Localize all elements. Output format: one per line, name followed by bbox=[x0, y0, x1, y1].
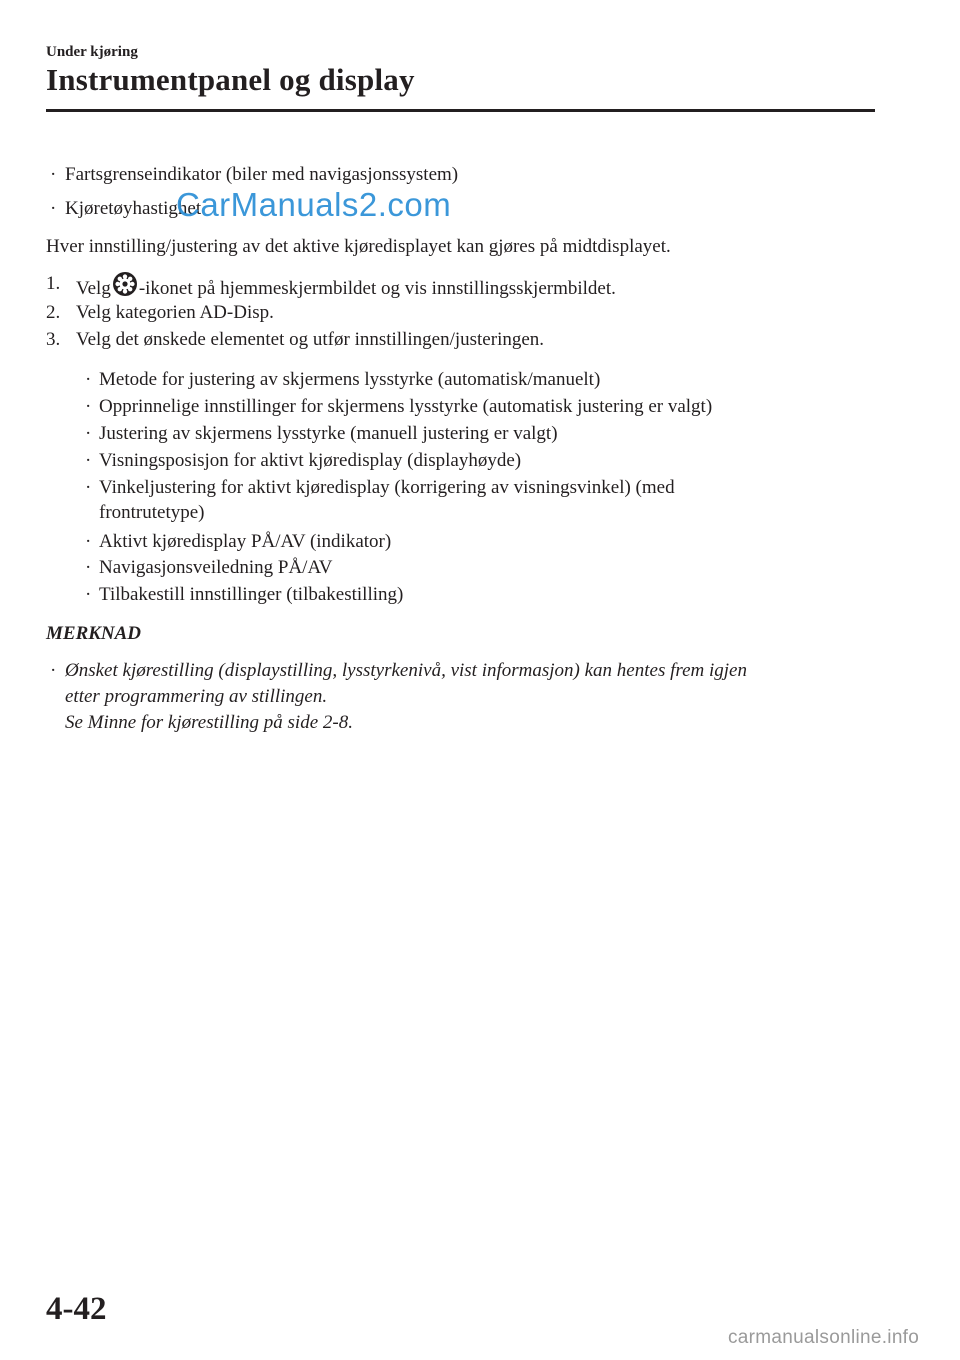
bullet-dot: · bbox=[85, 557, 92, 578]
page-number: 4-42 bbox=[46, 1291, 107, 1327]
bullet-dot: · bbox=[85, 531, 92, 552]
note-line: Ønsket kjørestilling (displaystilling, lysstyrkenivå, vist informasjon) kan hentes frem igjen bbox=[65, 660, 747, 681]
list-item: Visningsposisjon for aktivt kjøredisplay (displayhøyde) bbox=[99, 450, 522, 471]
step-number: 2. bbox=[46, 302, 61, 323]
section-label: Under kjøring bbox=[46, 44, 138, 60]
list-item: Vinkeljustering for aktivt kjøredisplay (korrigering av visningsvinkel) (med bbox=[99, 477, 675, 498]
watermark: CarManuals2.com bbox=[176, 186, 452, 223]
intro-paragraph: Hver innstilling/justering av det aktive kjøredisplayet kan gjøres på midtdisplayet. bbox=[46, 236, 671, 257]
step-number: 1. bbox=[46, 273, 61, 294]
title-divider bbox=[46, 109, 875, 112]
list-item: Aktivt kjøredisplay PÅ/AV (indikator) bbox=[99, 531, 392, 552]
list-item: Kjøretøyhastighet bbox=[65, 198, 202, 219]
step-text: Velg det ønskede elementet og utfør innstillingen/justeringen. bbox=[76, 329, 545, 350]
bullet-dot: · bbox=[85, 584, 92, 605]
step-text: Velg kategorien AD-Disp. bbox=[76, 302, 274, 323]
note-line: Se Minne for kjørestilling på side 2-8. bbox=[65, 712, 353, 733]
bullet-dot: · bbox=[85, 423, 92, 444]
bullet-dot: · bbox=[50, 198, 57, 219]
list-item-continuation: frontrutetype) bbox=[99, 502, 205, 523]
step-text-part: Velg bbox=[76, 278, 111, 299]
list-item: Opprinnelige innstillinger for skjermens lysstyrke (automatisk justering er valgt) bbox=[99, 396, 713, 417]
bullet-dot: · bbox=[85, 369, 92, 390]
bullet-dot: · bbox=[85, 477, 92, 498]
list-item: Metode for justering av skjermens lysstyrke (automatisk/manuelt) bbox=[99, 369, 601, 390]
footer-site-watermark: carmanualsonline.info bbox=[728, 1327, 920, 1348]
bullet-dot: · bbox=[85, 396, 92, 417]
bullet-dot: · bbox=[50, 164, 57, 185]
list-item: Fartsgrenseindikator (biler med navigasjonssystem) bbox=[65, 164, 459, 185]
step-number: 3. bbox=[46, 329, 61, 350]
note-line: etter programmering av stillingen. bbox=[65, 686, 328, 707]
note-heading: MERKNAD bbox=[46, 623, 142, 644]
list-item: Tilbakestill innstillinger (tilbakestilling) bbox=[99, 584, 404, 605]
step-text-part: -ikonet på hjemmeskjermbildet og vis innstillingsskjermbildet. bbox=[138, 278, 616, 299]
bullet-dot: · bbox=[85, 450, 92, 471]
page-title: Instrumentpanel og display bbox=[46, 62, 415, 97]
list-item: Navigasjonsveiledning PÅ/AV bbox=[99, 557, 333, 578]
bullet-dot: · bbox=[50, 660, 57, 681]
list-item: Justering av skjermens lysstyrke (manuell justering er valgt) bbox=[99, 423, 558, 444]
